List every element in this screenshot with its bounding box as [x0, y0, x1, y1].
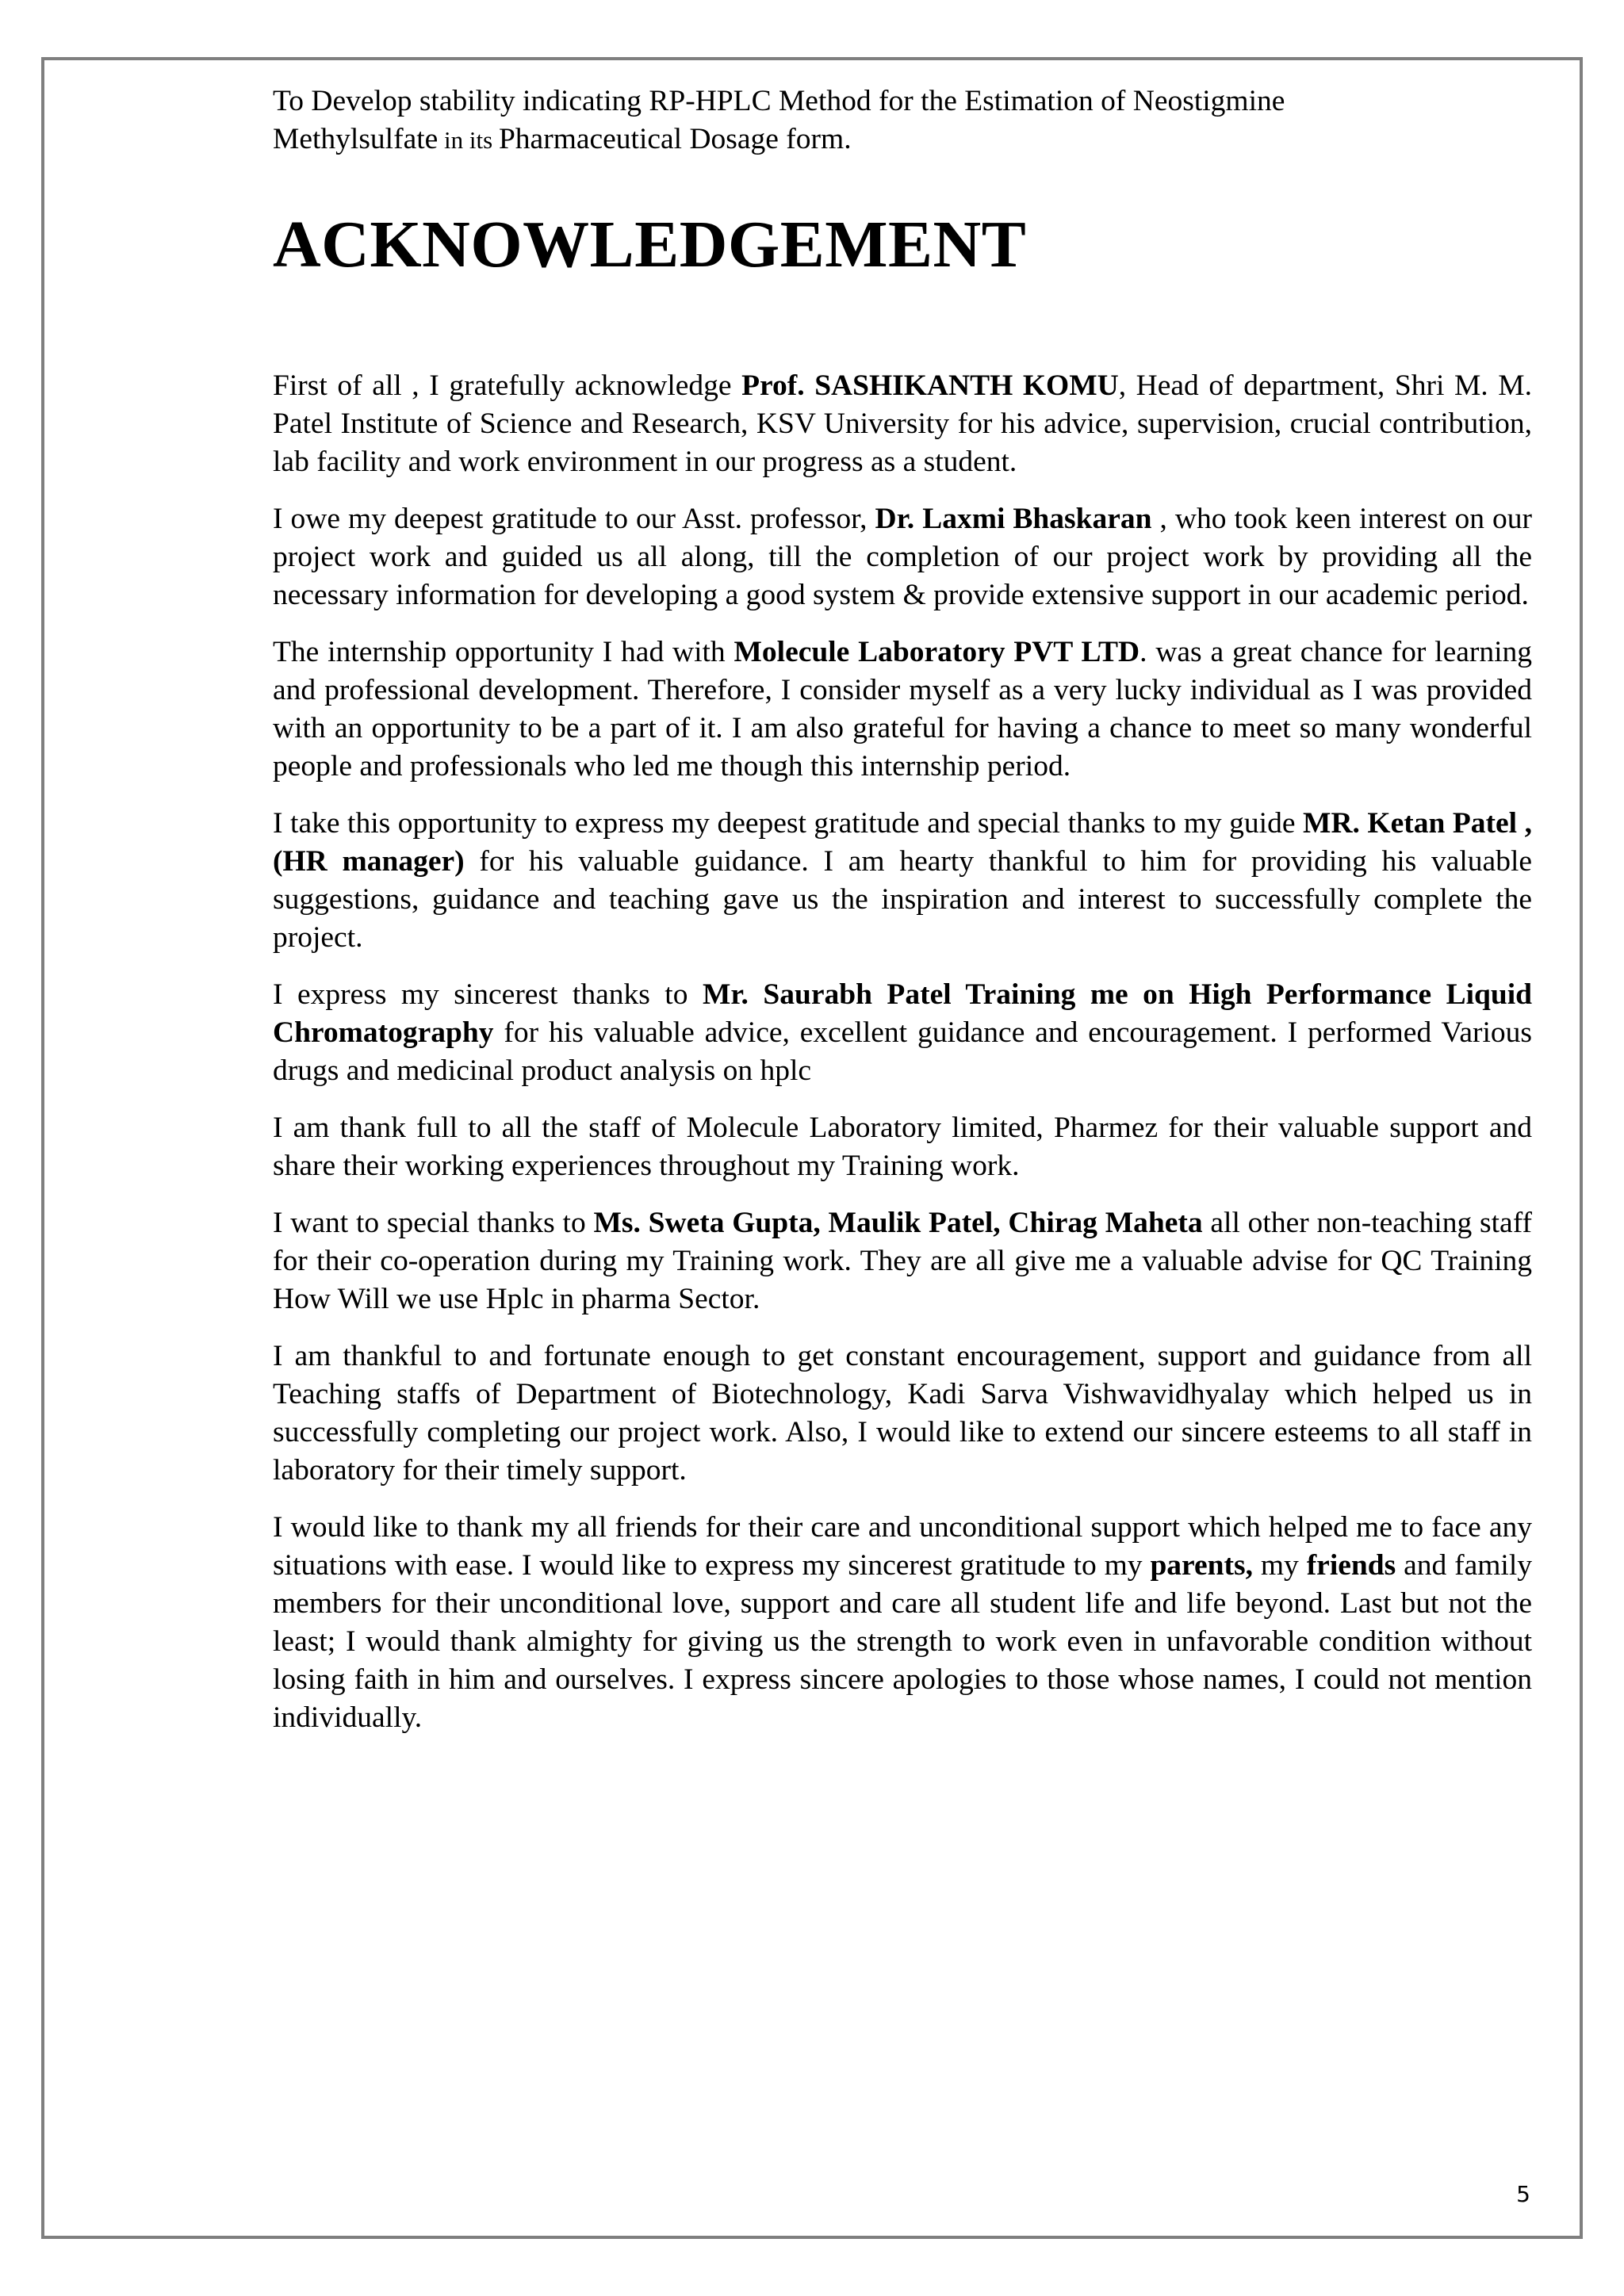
paragraph-6-text: I am thank full to all the staff of Molecule Laboratory limited, Pharmez for their valuable support and share their working experiences throughout my Training work. [273, 1112, 1532, 1182]
paragraph-9-bold-parents: parents, [1150, 1549, 1253, 1582]
paragraph-1-bold: Prof. SASHIKANTH KOMU [741, 369, 1119, 402]
paragraph-2-bold: Dr. Laxmi Bhaskaran [875, 503, 1152, 535]
paragraph-7-text: I want to special thanks to [273, 1207, 594, 1239]
paragraph-3-text: The internship opportunity I had with [273, 636, 734, 668]
header-line-2-start: Methylsulfate [273, 123, 439, 155]
paragraph-9-bold-friends: friends [1306, 1549, 1396, 1582]
acknowledgement-body [273, 367, 1532, 1737]
page-number: 5 [1516, 2181, 1530, 2207]
paragraph-3 [273, 633, 1532, 786]
paragraph-5-bold: Mr. Saurabh Patel Training me on High Performance Liquid Chromatography [273, 978, 1532, 1049]
paragraph-9-text: I would like to thank my all friends for their care and unconditional support which helped me to face any situations with ease. I would like to express my sincerest gratitude to my [273, 1511, 1532, 1582]
header-line-2-end: Pharmaceutical Dosage form. [498, 123, 852, 155]
paragraph-5 [273, 976, 1532, 1090]
paragraph-8-text: I am thankful to and fortunate enough to get constant encouragement, support and guidance from all Teaching staffs of Department of Biotechnology, Kadi Sarva Vishwavidhyalay which helped us in successfully completing our project work. Also, I would like to extend our sincere esteems to all staff in laboratory for their timely support. [273, 1340, 1532, 1487]
document-content [273, 82, 1532, 1756]
paragraph-7 [273, 1204, 1532, 1318]
paragraph-4-text-end: for his valuable guidance. I am hearty thankful to him for providing his valuable suggestions, guidance and teaching gave us the inspiration and interest to successfully complete the project. [273, 845, 1533, 954]
paragraph-2-text-end: , who took keen interest on our project work and guided us all along, till the completion of our project work by providing all the necessary information for developing a good system & provide extensive support in our academic period. [273, 503, 1532, 611]
paragraph-3-text-end: . was a great chance for learning and professional development. Therefore, I consider myself as a very lucky individual as I was provided with an opportunity to be a part of it. I am also grateful for having a chance to meet so many wonderful people and professionals who led me though this internship period. [273, 636, 1533, 783]
paragraph-7-bold: Ms. Sweta Gupta, Maulik Patel, Chirag Maheta [593, 1207, 1203, 1239]
paragraph-2-text: I owe my deepest gratitude to our Asst. professor, [273, 503, 875, 535]
paragraph-5-text-end: for his valuable advice, excellent guidance and encouragement. I performed Various drugs and medicinal product analysis on hplc [273, 1016, 1532, 1087]
page-title: ACKNOWLEDGEMENT [273, 208, 1027, 281]
header-line-2-small: in its [438, 126, 499, 154]
paragraph-9-text-end: and family members for their unconditional love, support and care all student life and life beyond. Last but not the least; I would thank almighty for giving us the strength to work even in unfavorable condition without losing faith in him and ourselves. I express sincere apologies to those whose names, I could not mention individually. [273, 1549, 1532, 1734]
paragraph-4-text: I take this opportunity to express my deepest gratitude and special thanks to my guide [273, 807, 1304, 840]
paragraph-9 [273, 1509, 1532, 1737]
paragraph-6 [273, 1109, 1532, 1185]
paragraph-9-text-mid: my [1252, 1549, 1307, 1582]
paragraph-1-text-end: , Head of department, Shri M. M. Patel Institute of Science and Research, KSV University for his advice, supervision, crucial contribution, lab facility and work environment in our progress as a student. [273, 369, 1532, 478]
running-header [273, 82, 1532, 159]
paragraph-4-bold: MR. Ketan Patel , (HR manager) [273, 807, 1533, 878]
paragraph-7-text-end: all other non-teaching staff for their co-operation during my Training work. They are all give me a valuable advise for QC Training How Will we use Hplc in pharma Sector. [273, 1207, 1533, 1315]
paragraph-8 [273, 1337, 1532, 1490]
paragraph-1 [273, 367, 1532, 481]
paragraph-1-text: First of all , I gratefully acknowledge [273, 369, 742, 402]
paragraph-3-bold: Molecule Laboratory PVT LTD [733, 636, 1140, 668]
paragraph-2 [273, 500, 1532, 614]
paragraph-5-text: I express my sincerest thanks to [273, 978, 703, 1011]
header-line-1: To Develop stability indicating RP-HPLC Method for the Estimation of Neostigmine [273, 85, 1285, 117]
paragraph-4 [273, 805, 1532, 957]
header-line-2 [273, 121, 1532, 159]
